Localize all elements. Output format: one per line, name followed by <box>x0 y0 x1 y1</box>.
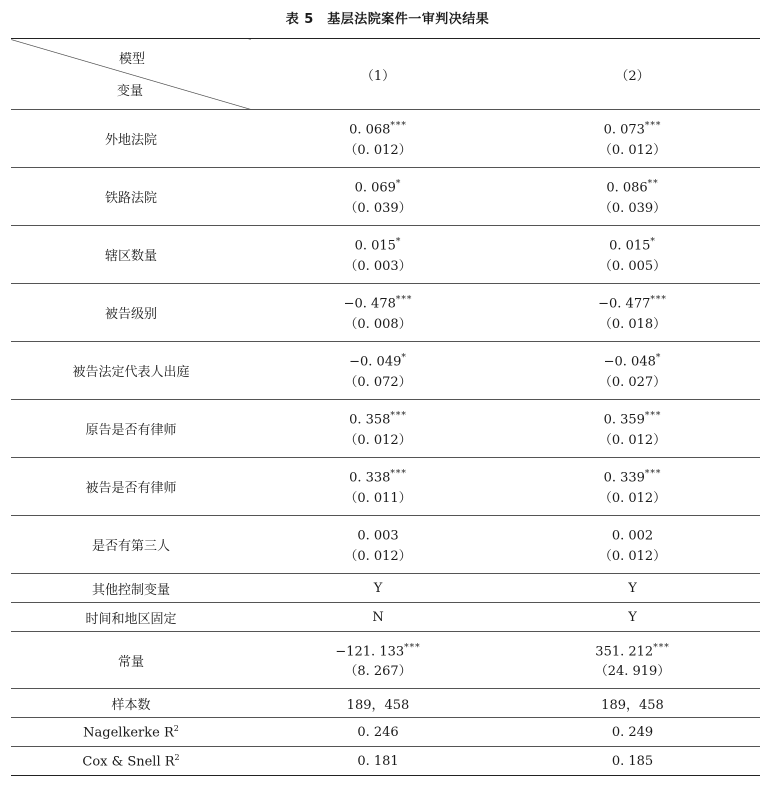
row-label: 其他控制变量 <box>11 574 251 603</box>
table-row <box>11 342 760 400</box>
cell-value: Y <box>251 574 505 603</box>
row-label: 被告是否有律师 <box>11 458 251 516</box>
significance-stars: *** <box>404 642 421 653</box>
cell-value <box>505 168 760 226</box>
coefficient: 0. 338 <box>349 470 391 486</box>
coefficient: 0. 073 <box>603 122 645 138</box>
standard-error: （0. 012） <box>344 432 412 448</box>
table-row <box>11 168 760 226</box>
table-row <box>11 284 760 342</box>
row-label: Cox & Snell $R^2$ <box>11 747 251 776</box>
cell-value <box>505 458 760 516</box>
standard-error: （0. 005） <box>598 258 667 274</box>
cell-value: 0. 249 <box>505 718 760 747</box>
table-row <box>11 110 760 168</box>
standard-error: （0. 039） <box>598 200 667 216</box>
significance-stars: * <box>401 353 407 364</box>
row-label: 外地法院 <box>11 110 251 168</box>
significance-stars: *** <box>653 642 670 653</box>
significance-stars: * <box>650 237 656 248</box>
significance-stars: *** <box>644 469 662 480</box>
coefficient: −0. 478 <box>343 296 396 312</box>
row-label: 常量 <box>11 632 251 689</box>
cell-value <box>251 400 505 458</box>
table-row <box>11 718 760 747</box>
table-row <box>11 747 760 776</box>
table-row <box>11 226 760 284</box>
diagonal-header-cell <box>11 39 251 110</box>
standard-error: （0. 011） <box>344 490 412 506</box>
cell-value <box>505 226 760 284</box>
significance-stars: *** <box>644 411 662 422</box>
significance-stars: *** <box>644 121 662 132</box>
cell-value <box>251 226 505 284</box>
cell-value: Y <box>505 574 760 603</box>
header-row <box>11 39 760 110</box>
standard-error: （0. 012） <box>598 432 667 448</box>
table-row <box>11 458 760 516</box>
standard-error: （0. 012） <box>598 490 667 506</box>
coefficient: 0. 015 <box>354 238 396 254</box>
cell-value: 189，458 <box>251 689 505 718</box>
standard-error: （0. 012） <box>344 142 412 158</box>
coefficient: −0. 048 <box>603 354 656 370</box>
row-label: 铁路法院 <box>11 168 251 226</box>
coefficient: 0. 358 <box>349 412 391 428</box>
coefficient: −121. 133 <box>335 644 405 660</box>
cell-value: 0. 246 <box>251 718 505 747</box>
significance-stars: *** <box>650 295 667 306</box>
model-2-header: （2） <box>505 39 760 110</box>
cell-value <box>505 400 760 458</box>
cell-value <box>505 284 760 342</box>
standard-error: （8. 267） <box>344 664 412 680</box>
row-label: 被告级别 <box>11 284 251 342</box>
row-label: 被告法定代表人出庭 <box>11 342 251 400</box>
coefficient: 0. 068 <box>349 122 391 138</box>
cell-value <box>251 110 505 168</box>
coefficient: 351. 212 <box>595 644 654 660</box>
coefficient: 0. 002 <box>611 528 654 544</box>
row-label: Nagelkerke $R^2$ <box>11 718 251 747</box>
row-label: 是否有第三人 <box>11 516 251 574</box>
table-row <box>11 603 760 632</box>
coefficient: −0. 049 <box>349 354 402 370</box>
significance-stars: *** <box>390 121 407 132</box>
cell-value: Y <box>505 603 760 632</box>
standard-error: （0. 003） <box>344 258 412 274</box>
coefficient: 0. 015 <box>609 238 651 254</box>
cell-value <box>251 632 505 689</box>
standard-error: （0. 039） <box>344 200 412 216</box>
standard-error: （0. 027） <box>598 374 667 390</box>
cell-value <box>505 342 760 400</box>
table-caption: 表 5 基层法院案件一审判决结果 <box>285 12 490 27</box>
standard-error: （0. 012） <box>344 548 412 564</box>
model-label: 模型 <box>119 52 146 67</box>
standard-error: （0. 072） <box>344 374 412 390</box>
standard-error: （24. 919） <box>594 664 671 680</box>
cell-value <box>251 342 505 400</box>
model-1-header: （1） <box>251 39 505 110</box>
cell-value <box>251 284 505 342</box>
cell-value <box>505 516 760 574</box>
significance-stars: *** <box>390 411 407 422</box>
cell-value: N <box>251 603 505 632</box>
cell-value <box>251 516 505 574</box>
coefficient: 0. 339 <box>603 470 645 486</box>
table-row <box>11 574 760 603</box>
coefficient: 0. 086 <box>606 180 648 196</box>
row-label: 辖区数量 <box>11 226 251 284</box>
cell-value <box>505 632 760 689</box>
regression-table <box>11 38 760 776</box>
row-label: 样本数 <box>11 689 251 718</box>
coefficient: −0. 477 <box>598 296 651 312</box>
standard-error: （0. 012） <box>598 142 667 158</box>
variable-label: 变量 <box>117 84 144 99</box>
coefficient: 0. 359 <box>603 412 645 428</box>
cell-value <box>505 110 760 168</box>
coefficient: 0. 069 <box>354 180 396 196</box>
significance-stars: *** <box>390 469 407 480</box>
significance-stars: * <box>655 353 662 364</box>
standard-error: （0. 008） <box>344 316 412 332</box>
table-row <box>11 689 760 718</box>
significance-stars: * <box>395 179 402 190</box>
row-label: 时间和地区固定 <box>11 603 251 632</box>
standard-error: （0. 018） <box>598 316 667 332</box>
coefficient: 0. 003 <box>357 528 399 544</box>
cell-value: 189，458 <box>505 689 760 718</box>
cell-value <box>251 168 505 226</box>
table-row <box>11 632 760 689</box>
standard-error: （0. 012） <box>598 548 667 564</box>
significance-stars: *** <box>395 295 413 306</box>
significance-stars: ** <box>647 179 659 190</box>
cell-value: 0. 181 <box>251 747 505 776</box>
table-row <box>11 516 760 574</box>
cell-value: 0. 185 <box>505 747 760 776</box>
table-row <box>11 400 760 458</box>
significance-stars: * <box>395 237 402 248</box>
cell-value <box>251 458 505 516</box>
row-label: 原告是否有律师 <box>11 400 251 458</box>
